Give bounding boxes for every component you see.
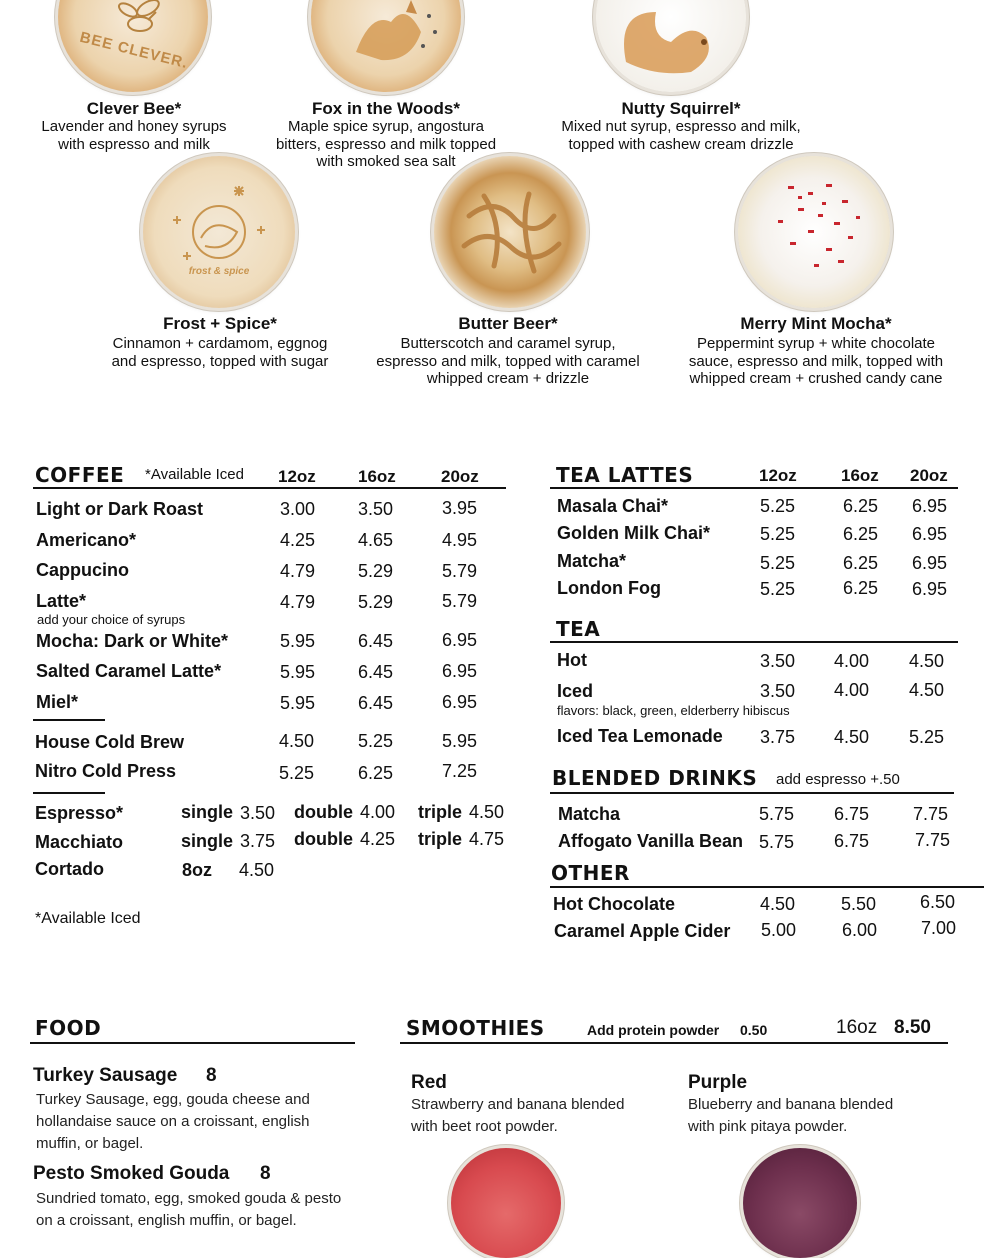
tea-latte-name: London Fog <box>557 578 661 598</box>
coffee-cold-price-20: 7.25 <box>442 761 478 781</box>
other-name: Hot Chocolate <box>553 894 676 914</box>
merry-mint-mocha-name: Merry Mint Mocha* <box>740 314 892 333</box>
tea-price-12: 3.75 <box>760 727 796 747</box>
blended-note: add espresso +.50 <box>776 771 900 788</box>
tea-latte-price-20: 6.95 <box>912 524 948 544</box>
coffee-price-12: 5.95 <box>280 662 316 682</box>
coffee-price-12: 5.95 <box>280 693 316 713</box>
smoothies-addon-price: 0.50 <box>740 1022 768 1038</box>
macchiato-double-price: 4.25 <box>360 829 396 849</box>
tea-latte-name: Masala Chai* <box>557 496 669 516</box>
smoothies-addon-label: Add protein powder <box>587 1022 720 1038</box>
clever-bee-name: Clever Bee* <box>86 99 182 118</box>
tea-price-12: 3.50 <box>760 681 796 701</box>
blended-heading: BLENDED DRINKS <box>552 766 758 790</box>
macchiato-single-price: 3.75 <box>240 831 276 851</box>
butter-beer-desc: Butterscotch and caramel syrup, espresso and milk, topped with caramel whipped cream + drizzle <box>376 335 640 387</box>
other-rule <box>550 886 984 888</box>
tea-latte-price-16: 6.25 <box>843 496 879 516</box>
macchiato-single-label: single <box>181 831 234 851</box>
nutty-squirrel-image <box>596 0 746 92</box>
tea-latte-price-16: 6.25 <box>843 524 879 544</box>
tea-latte-price-12: 5.25 <box>760 579 796 599</box>
food-item-name: Pesto Smoked Gouda <box>33 1163 230 1184</box>
caramel-drizzle <box>434 156 586 308</box>
coffee-price-20: 5.79 <box>442 561 478 581</box>
blended-price-12: 5.75 <box>759 804 795 824</box>
coffee-cold-price-12: 4.50 <box>279 731 315 751</box>
coffee-item-name: Latte* <box>36 591 87 611</box>
blended-price-16: 6.75 <box>834 804 870 824</box>
fox-moon-icon <box>143 156 295 308</box>
other-price-16: 6.00 <box>842 920 878 940</box>
coffee-item-name: Mocha: Dark or White* <box>36 631 229 651</box>
smoothies-size: 16oz <box>836 1017 878 1038</box>
tea-price-16: 4.50 <box>834 727 870 747</box>
tea-heading: TEA <box>556 617 601 641</box>
smoothies-rule <box>400 1042 948 1044</box>
coffee-size-16oz: 16oz <box>358 467 396 486</box>
tea-name: Hot <box>557 650 587 670</box>
clever-bee-desc: Lavender and honey syrups with espresso and milk <box>41 118 227 153</box>
tea-latte-price-16: 6.25 <box>843 553 879 573</box>
butter-beer-image <box>434 156 586 308</box>
coffee-divider <box>33 719 105 721</box>
purple-smoothie-image <box>743 1148 857 1258</box>
cortado-name: Cortado <box>35 859 104 879</box>
food-rule <box>30 1042 355 1044</box>
red-smoothie-image <box>451 1148 561 1258</box>
tea-price-20: 4.50 <box>909 680 945 700</box>
coffee-item-name: Miel* <box>36 692 79 712</box>
coffee-price-16: 3.50 <box>358 499 394 519</box>
coffee-item-name: Light or Dark Roast <box>36 499 204 519</box>
smoothies-heading: SMOOTHIES <box>406 1016 545 1040</box>
tea-latte-price-12: 5.25 <box>760 496 796 516</box>
coffee-price-20: 3.95 <box>442 498 478 518</box>
coffee-price-12: 3.00 <box>280 499 316 519</box>
coffee-cold-name: Nitro Cold Press <box>35 761 177 781</box>
coffee-cold-price-16: 5.25 <box>358 731 394 751</box>
tea-latte-price-12: 5.25 <box>760 553 796 573</box>
candy-cane-sprinkles <box>738 156 890 308</box>
blended-name: Matcha <box>558 804 621 824</box>
coffee-iced-note: *Available Iced <box>145 466 244 483</box>
coffee-price-12: 4.25 <box>280 530 316 550</box>
coffee-heading: COFFEE <box>35 463 125 487</box>
coffee-footnote: *Available Iced <box>35 910 141 927</box>
blended-name: Affogato Vanilla Bean <box>558 831 744 851</box>
coffee-price-16: 6.45 <box>358 631 394 651</box>
smoothies-price: 8.50 <box>894 1017 931 1038</box>
food-item-price: 8 <box>206 1065 217 1086</box>
coffee-price-12: 4.79 <box>280 592 316 612</box>
coffee-cold-price-12: 5.25 <box>279 763 315 783</box>
food-item-price: 8 <box>260 1163 271 1184</box>
macchiato-triple-price: 4.75 <box>469 829 505 849</box>
frost-spice-name: Frost + Spice* <box>163 314 277 333</box>
coffee-price-16: 4.65 <box>358 530 394 550</box>
food-item-name: Turkey Sausage <box>33 1065 178 1086</box>
coffee-price-20: 6.95 <box>442 661 478 681</box>
coffee-item-name: Americano* <box>36 530 137 550</box>
other-price-16: 5.50 <box>841 894 877 914</box>
other-price-20: 6.50 <box>920 892 956 912</box>
squirrel-icon <box>596 0 746 92</box>
tea-lattes-size-16oz: 16oz <box>841 466 879 485</box>
coffee-price-20: 6.95 <box>442 692 478 712</box>
fox-in-the-woods-desc: Maple spice syrup, angostura bitters, espresso and milk topped with smoked sea salt <box>275 118 497 170</box>
cortado-price: 4.50 <box>239 860 275 880</box>
tea-latte-price-20: 6.95 <box>912 579 948 599</box>
tea-price-20: 4.50 <box>909 651 945 671</box>
tea-latte-name: Golden Milk Chai* <box>557 523 711 543</box>
blended-price-16: 6.75 <box>834 831 870 851</box>
tea-rule <box>550 641 958 643</box>
tea-lattes-heading: TEA LATTES <box>556 463 694 487</box>
macchiato-double-label: double <box>294 829 353 849</box>
tea-lattes-size-12oz: 12oz <box>759 466 797 485</box>
fox-in-the-woods-image <box>311 0 461 92</box>
coffee-size-12oz: 12oz <box>278 467 316 486</box>
nutty-squirrel-name: Nutty Squirrel* <box>621 99 741 118</box>
coffee-price-16: 6.45 <box>358 662 394 682</box>
tea-lattes-rule <box>550 487 958 489</box>
tea-price-12: 3.50 <box>760 651 796 671</box>
blended-price-20: 7.75 <box>915 830 951 850</box>
espresso-double-label: double <box>294 802 353 822</box>
merry-mint-mocha-desc: Peppermint syrup + white chocolate sauce, espresso and milk, topped with whipped cream + crushed candy cane <box>688 335 944 387</box>
coffee-cold-price-16: 6.25 <box>358 763 394 783</box>
tea-price-16: 4.00 <box>834 651 870 671</box>
coffee-price-12: 5.95 <box>280 631 316 651</box>
coffee-cold-price-20: 5.95 <box>442 731 478 751</box>
coffee-price-20: 6.95 <box>442 630 478 650</box>
espresso-triple-price: 4.50 <box>469 802 505 822</box>
tea-name: Iced Tea Lemonade <box>557 726 723 746</box>
clever-bee-cup-text: BEE CLEVER. <box>78 28 190 73</box>
food-heading: FOOD <box>35 1016 102 1040</box>
coffee-item-name: Salted Caramel Latte* <box>36 661 222 681</box>
other-price-12: 5.00 <box>761 920 797 940</box>
tea-latte-price-16: 6.25 <box>843 578 879 598</box>
espresso-single-price: 3.50 <box>240 803 276 823</box>
smoothie-name: Red <box>411 1072 447 1093</box>
other-name: Caramel Apple Cider <box>554 921 731 941</box>
macchiato-name: Macchiato <box>35 832 124 852</box>
coffee-price-16: 5.29 <box>358 561 394 581</box>
blended-price-12: 5.75 <box>759 832 795 852</box>
tea-note: flavors: black, green, elderberry hibiscus <box>557 703 790 718</box>
frost-spice-cup-text: frost & spice <box>188 266 250 277</box>
clever-bee-image <box>58 0 208 92</box>
coffee-divider <box>33 792 105 794</box>
coffee-price-16: 6.45 <box>358 693 394 713</box>
tea-latte-price-20: 6.95 <box>912 496 948 516</box>
tea-latte-price-20: 6.95 <box>912 553 948 573</box>
espresso-double-price: 4.00 <box>360 802 396 822</box>
espresso-name: Espresso* <box>35 803 124 823</box>
coffee-price-20: 4.95 <box>442 530 478 550</box>
tea-latte-price-12: 5.25 <box>760 524 796 544</box>
smoothie-desc: Strawberry and banana blended with beet root powder. <box>411 1096 625 1135</box>
tea-price-16: 4.00 <box>834 680 870 700</box>
coffee-price-20: 5.79 <box>442 591 478 611</box>
coffee-item-note: add your choice of syrups <box>37 612 186 627</box>
espresso-single-label: single <box>181 802 234 822</box>
cortado-size: 8oz <box>182 860 213 880</box>
coffee-price-12: 4.79 <box>280 561 316 581</box>
butter-beer-name: Butter Beer* <box>458 314 558 333</box>
coffee-cold-name: House Cold Brew <box>35 732 185 752</box>
other-price-12: 4.50 <box>760 894 796 914</box>
tea-name: Iced <box>557 681 594 701</box>
coffee-price-16: 5.29 <box>358 592 394 612</box>
tea-latte-name: Matcha* <box>557 551 627 571</box>
blended-rule <box>550 792 954 794</box>
smoothie-name: Purple <box>688 1072 748 1093</box>
other-price-20: 7.00 <box>921 918 957 938</box>
smoothie-desc: Blueberry and banana blended with pink pitaya powder. <box>688 1096 894 1135</box>
frost-spice-image <box>143 156 295 308</box>
merry-mint-mocha-image <box>738 156 890 308</box>
macchiato-triple-label: triple <box>418 829 463 849</box>
tea-lattes-size-20oz: 20oz <box>910 466 948 485</box>
frost-spice-desc: Cinnamon + cardamom, eggnog and espresso, topped with sugar <box>111 335 329 370</box>
food-item-desc: Sundried tomato, egg, smoked gouda & pesto on a croissant, english muffin, or bagel. <box>36 1190 342 1229</box>
coffee-rule <box>33 487 506 489</box>
nutty-squirrel-desc: Mixed nut syrup, espresso and milk, topped with cashew cream drizzle <box>561 118 801 153</box>
tea-price-20: 5.25 <box>909 727 945 747</box>
espresso-triple-label: triple <box>418 802 463 822</box>
food-item-desc: Turkey Sausage, egg, gouda cheese and hollandaise sauce on a croissant, english muffin, or bagel. <box>36 1091 310 1152</box>
coffee-item-name: Cappucino <box>36 560 129 580</box>
coffee-size-20oz: 20oz <box>441 467 479 486</box>
fox-icon <box>311 0 461 92</box>
blended-price-20: 7.75 <box>913 804 949 824</box>
other-heading: OTHER <box>551 861 630 885</box>
fox-in-the-woods-name: Fox in the Woods* <box>312 99 460 118</box>
